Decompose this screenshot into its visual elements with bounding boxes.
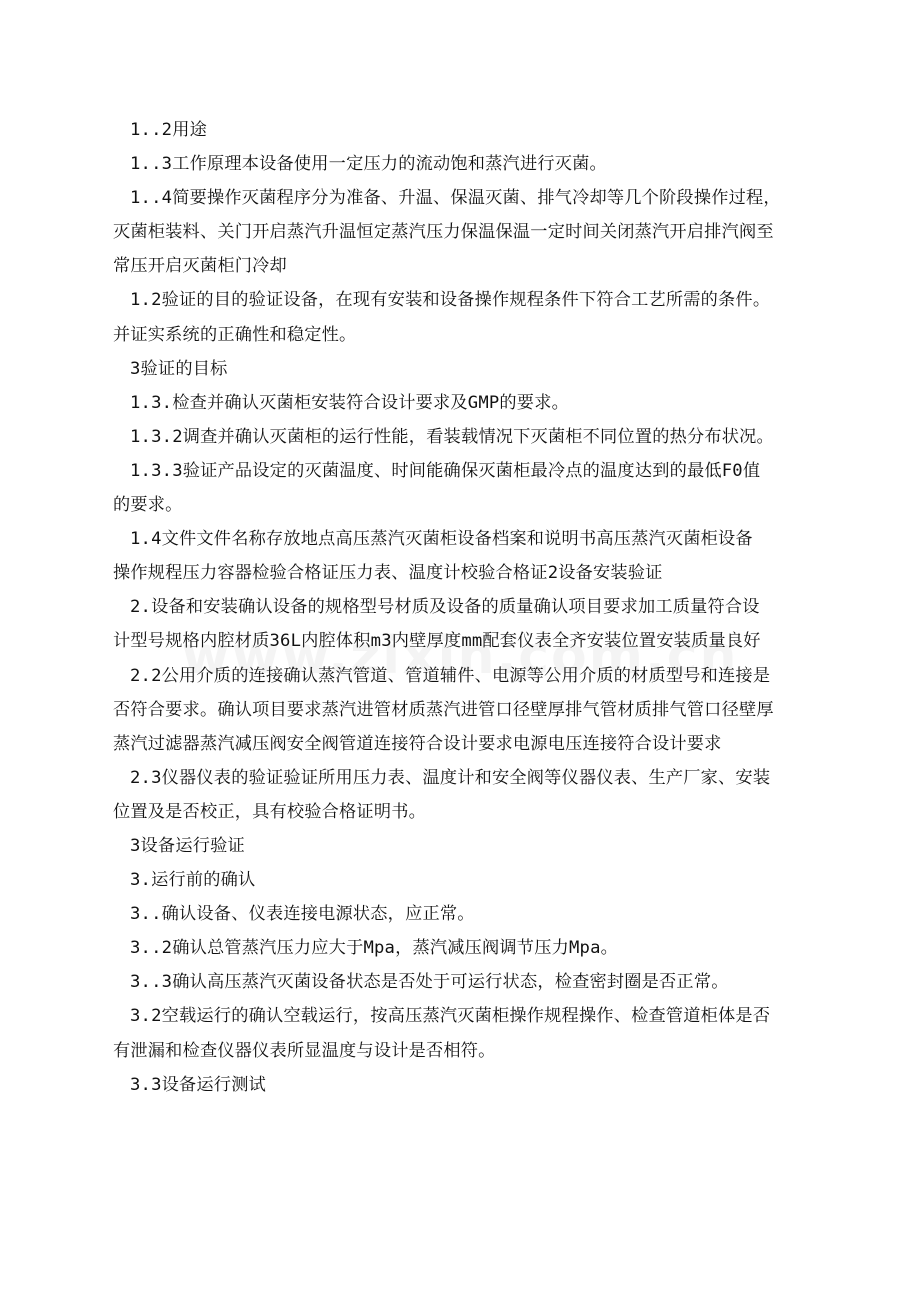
- paragraph-pre-run-check: 3.运行前的确认: [130, 870, 256, 891]
- document-body: [113, 113, 823, 1102]
- paragraph-utility-connection: 2.2公用介质的连接确认蒸汽管道、管道辅件、电源等公用介质的材质型号和连接是 否符合要求。确认项目要求蒸汽进管材质蒸汽进管口径壁厚排气管材质排气管口径壁厚 蒸汽过滤器蒸汽减压阀安全阀管道连接符合设计要求电源电压连接符合设计要求: [113, 665, 774, 754]
- paragraph-instrument-validation: 2.3仪器仪表的验证验证所用压力表、温度计和安全阀等仪器仪表、生产厂家、安装 位置及是否校正，具有校验合格证明书。: [113, 767, 771, 822]
- paragraph-operation-summary: 1..4简要操作灭菌程序分为准备、升温、保温灭菌、排气冷却等几个阶段操作过程， 灭菌柜装料、关门开启蒸汽升温恒定蒸汽压力保温保温一定时间关闭蒸汽开启排汽阀至 常压开启灭菌柜门冷却: [113, 188, 781, 277]
- paragraph-seal-check: 3..3确认高压蒸汽灭菌设备状态是否处于可运行状态，检查密封圈是否正常。: [130, 972, 729, 993]
- paragraph-goal-f0: 1.3.3验证产品设定的灭菌温度、时间能确保灭菌柜最冷点的温度达到的最低F0值 的要求。: [113, 460, 761, 516]
- paragraph-installation-confirmation: 2.设备和安装确认设备的规格型号材质及设备的质量确认项目要求加工质量符合设 计型号规格内腔材质36L内腔体积m3内壁厚度mm配套仪表全齐安装位置安装质量良好: [113, 597, 761, 652]
- paragraph-usage: 1..2用途: [130, 120, 207, 140]
- paragraph-pressure-check: 3..2确认总管蒸汽压力应大于Mpa，蒸汽减压阀调节压力Mpa。: [130, 938, 619, 959]
- paragraph-operation-validation: 3设备运行验证: [130, 835, 245, 856]
- paragraph-run-test: 3.3设备运行测试: [130, 1074, 266, 1095]
- paragraph-empty-run: 3.2空载运行的确认空载运行，按高压蒸汽灭菌柜操作规程操作、检查管道柜体是否 有泄漏和检查仪器仪表所显温度与设计是否相符。: [113, 1006, 771, 1061]
- paragraph-documents: 1.4文件文件名称存放地点高压蒸汽灭菌柜设备档案和说明书高压蒸汽灭菌柜设备 操作规程压力容器检验合格证压力表、温度计校验合格证2设备安装验证: [113, 529, 753, 584]
- paragraph-working-principle: 1..3工作原理本设备使用一定压力的流动饱和蒸汽进行灭菌。: [130, 154, 607, 175]
- paragraph-goal-performance: 1.3.2调查并确认灭菌柜的运行性能，看装载情况下灭菌柜不同位置的热分布状况。: [130, 426, 774, 447]
- paragraph-validation-purpose: 1.2验证的目的验证设备，在现有安装和设备操作规程条件下符合工艺所需的条件。 并证实系统的正确性和稳定性。: [113, 290, 771, 345]
- paragraph-validation-goals: 3验证的目标: [130, 358, 228, 379]
- paragraph-power-check: 3..确认设备、仪表连接电源状态，应正常。: [130, 904, 475, 925]
- paragraph-goal-installation: 1.3.检查并确认灭菌柜安装符合设计要求及GMP的要求。: [130, 392, 569, 413]
